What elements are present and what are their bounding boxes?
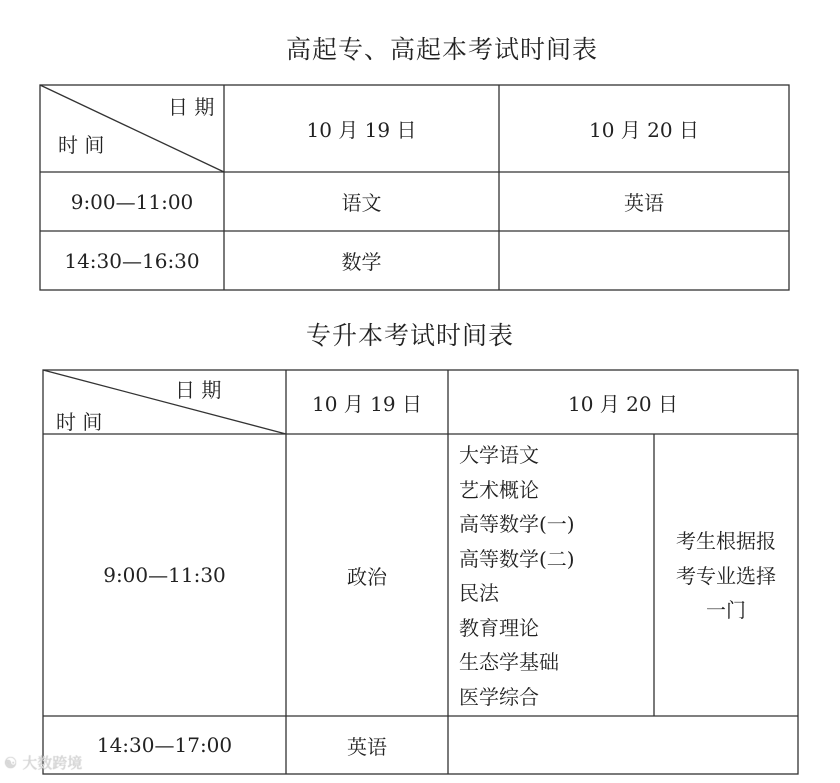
table1-row2-day1: 数学 [341,250,382,274]
table1-header-day1: 10 月 19 日 [306,118,417,142]
note-line: 考生根据报 [676,529,776,553]
table1 [40,85,790,291]
table2-row2-time: 14:30—17:00 [96,733,233,757]
table2-row1-time: 9:00—11:30 [103,563,226,587]
note-line: 考专业选择 [676,563,776,588]
table1-corner-date-label: 日 期 [168,95,215,119]
watermark-logo-icon: ☯ [4,754,23,772]
table2-header-day2: 10 月 20 日 [568,391,678,416]
subject-item: 艺术概论 [459,477,539,502]
table1-row1-time: 9:00—11:00 [70,189,194,214]
subject-item: 医学综合 [459,684,539,709]
table1-row2-day2 [499,231,789,290]
subject-item: 教育理论 [459,615,539,640]
table1-row1-day2: 英语 [624,191,664,215]
table1-header-day2: 10 月 20 日 [589,118,699,142]
watermark-text: 大数跨境 [22,754,83,772]
subject-item: 生态学基础 [459,650,559,674]
table2-corner-date-label: 日 期 [175,378,222,402]
subject-item: 大学语文 [459,443,539,467]
subject-item: 高等数学(一) [459,512,575,536]
table1-row2-time: 14:30—16:30 [64,248,200,273]
table2-row2-day1: 英语 [347,734,387,759]
table2 [43,370,799,776]
table2-row2-day2 [448,716,798,774]
table2-row1-day2-subject-list [459,438,575,714]
subject-item: 民法 [459,581,499,605]
subject-item: 高等数学(二) [459,546,575,571]
table2-row1-day1: 政治 [347,564,387,589]
table2-corner-time-label: 时 间 [56,410,103,434]
table2-header-day1: 10 月 19 日 [312,391,422,416]
watermark [4,752,82,773]
table2-row1-day2-note [654,524,798,628]
note-line: 一门 [706,598,746,622]
table1-corner-time-label: 时 间 [58,133,105,157]
table2-title: 专升本考试时间表 [305,321,514,350]
table1-row1-day1: 语文 [341,191,382,215]
table1-title: 高起专、高起本考试时间表 [285,35,598,64]
